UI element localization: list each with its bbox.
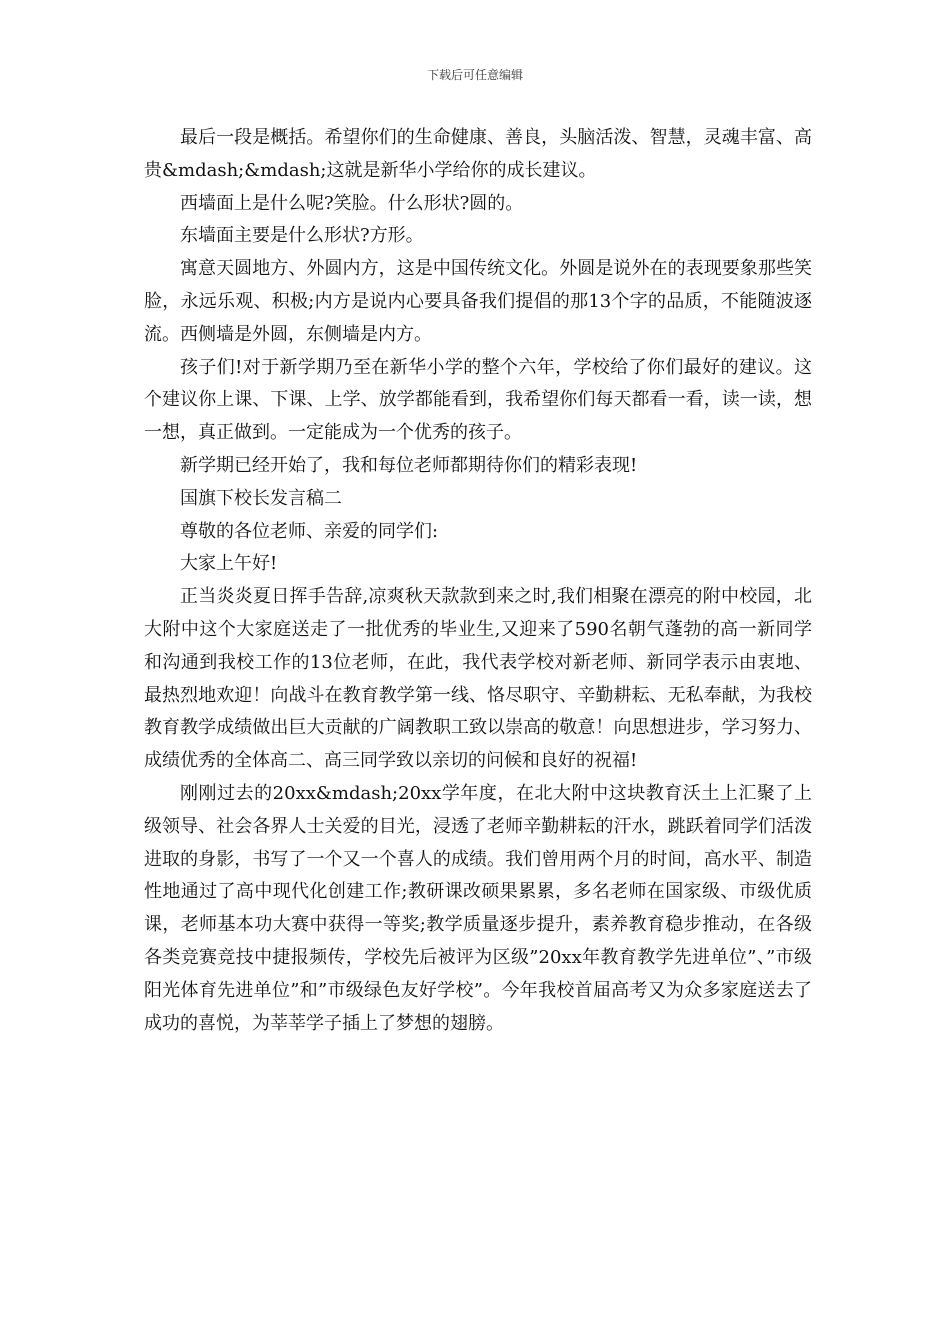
paragraph: 刚刚过去的20xx&mdash;20xx学年度，在北大附中这块教育沃土上汇聚了上级领导、社会各界人士关爱的目光，浸透了老师辛勤耕耘的汗水，跳跃着同学们活泼进取的身影，书写了一个又一个喜人的成绩。我们曾用两个月的时间，高水平、制造性地通过了高中现代化创建工作;教研课改硕果累累，多名老师在国家级、市级优质课，老师基本功大赛中获得一等奖;教学质量逐步提升，素养教育稳步推动，在各级各类竞赛竞技中捷报频传，学校先后被评为区级”20xx年教育教学先进单位”、”市级阳光体育先进单位”和”市级绿色友好学校”。今年我校首届高考又为众多家庭送去了成功的喜悦，为莘莘学子插上了梦想的翅膀。 — [144, 782, 812, 1034]
paragraph: 正当炎炎夏日挥手告辞,凉爽秋天款款到来之时,我们相聚在漂亮的附中校园，北大附中这个大家庭送走了一批优秀的毕业生,又迎来了590名朝气蓬勃的高一新同学和沟通到我校工作的13位老师，在此，我代表学校对新老师、新同学表示由衷地、最热烈地欢迎！向战斗在教育教学第一线、恪尽职守、辛勤耕耘、无私奉献，为我校教育教学成绩做出巨大贡献的广阔教职工致以崇高的敬意！向思想进步，学习努力、成绩优秀的全体高二、高三同学致以亲切的问候和良好的祝福! — [144, 586, 812, 772]
page-header: 下载后可任意编辑 — [426, 68, 523, 82]
salutation: 尊敬的各位老师、亲爱的同学们: — [180, 520, 439, 542]
paragraph: 孩子们!对于新学期乃至在新华小学的整个六年，学校给了你们最好的建议。这个建议你上课、下课、上学、放学都能看到，我希望你们每天都看一看，读一读，想一想，真正做到。一定能成为一个优秀的孩子。 — [144, 356, 812, 444]
paragraph: 寓意天圆地方、外圆内方，这是中国传统文化。外圆是说外在的表现要象那些笑脸，永远乐观、积极;内方是说内心要具备我们提倡的那13个字的品质，不能随波逐流。西侧墙是外圆，东侧墙是内方。 — [144, 258, 812, 345]
paragraph: 东墙面主要是什么形状?方形。 — [180, 225, 424, 247]
document-body — [144, 122, 812, 1040]
paragraph: 新学期已经开始了，我和每位老师都期待你们的精彩表现! — [180, 454, 638, 476]
paragraph: 最后一段是概括。希望你们的生命健康、善良，头脑活泼、智慧，灵魂丰富、高贵&mdash;&mdash;这就是新华小学给你的成长建议。 — [144, 127, 812, 181]
greeting: 大家上午好! — [180, 553, 278, 575]
section-title: 国旗下校长发言稿二 — [180, 487, 342, 509]
paragraph: 西墙面上是什么呢?笑脸。什么形状?圆的。 — [180, 192, 524, 214]
